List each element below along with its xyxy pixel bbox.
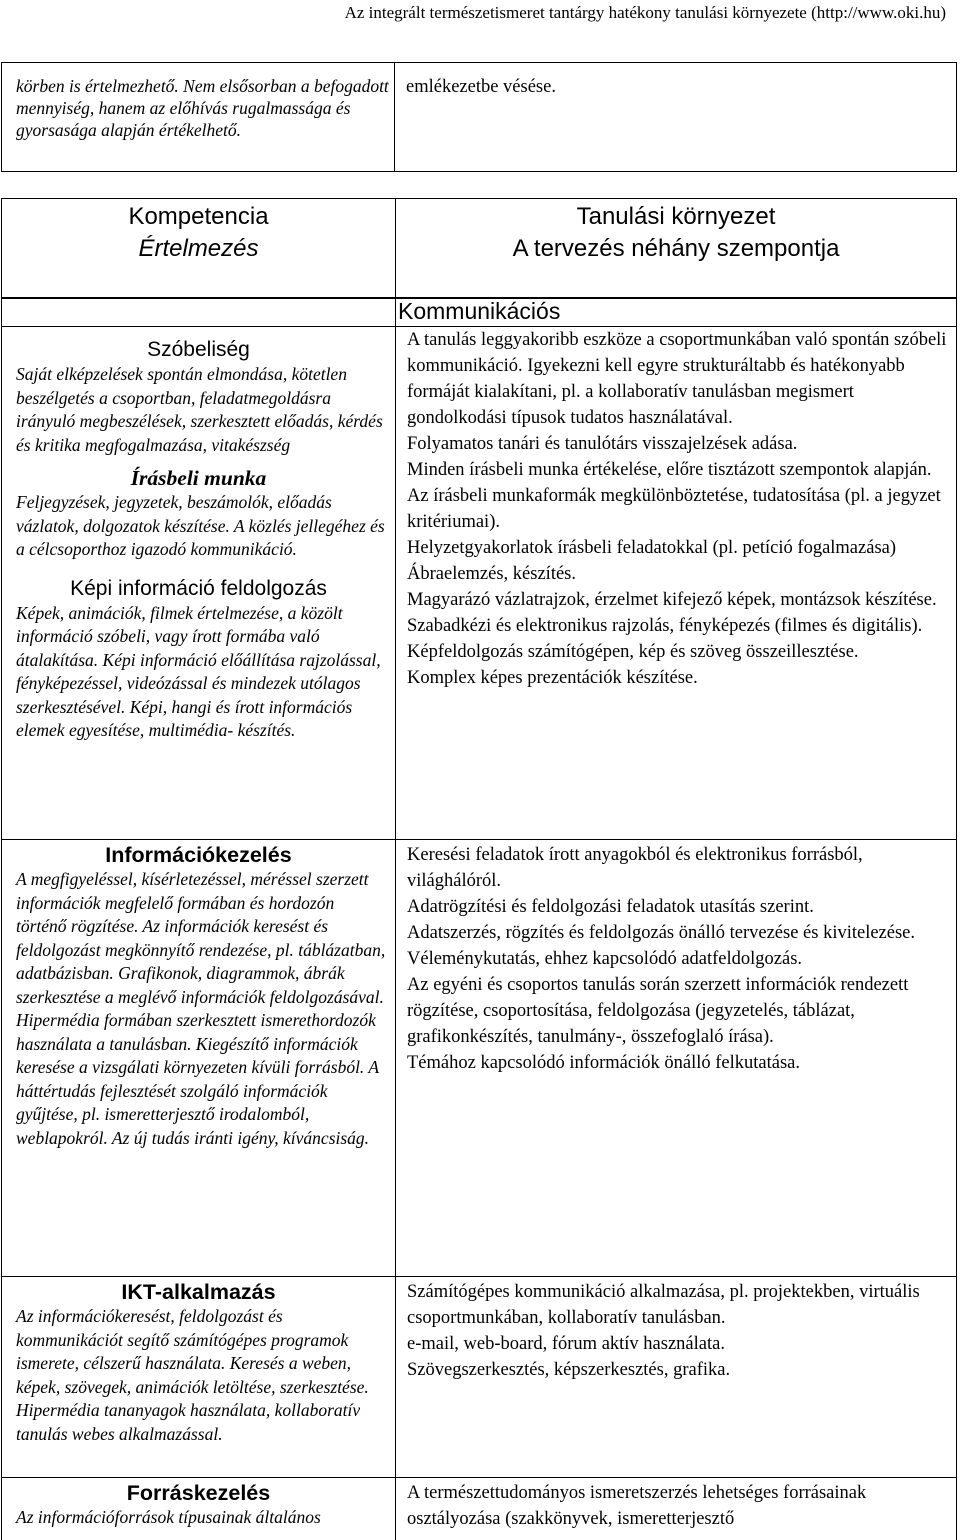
right-item: Témához kapcsolódó információk önálló felkutatása. [396,1050,956,1076]
right-item: Véleménykutatás, ehhez kapcsolódó adatfeldolgozás. [396,946,956,972]
right-item: A természettudományos ismeretszerzés lehetséges forrásainak osztályozása (szakkönyvek, ismeretterjesztő [396,1480,956,1532]
section-desc-visual: Képek, animációk, filmek értelmezése, a közölt információ szóbeli, vagy írott formába való átalakítása. Képi információ előállítása rajzolással, fényképezéssel, videózással és mindezek utólagos szerkesztésével. Képi, hangi és írott információs elemek egyesítése, multimédia- készítés. [2,602,395,743]
column-subtitle-interpretation: Értelmezés [2,233,395,265]
competence-table [1,198,957,1540]
row-information-left [2,840,396,1277]
right-item: Ábraelemzés, készítés. [396,561,956,587]
row-sources-right [396,1478,957,1540]
section-desc-information: A megfigyeléssel, kísérletezéssel, méréssel szerzett információk megfelelő formában és hordozón történő rögzítése. Az információk keresést és feldolgozást megkönnyítő rendezése, pl. táblázatban, adatbázisban. Grafikonok, diagrammok, ábrák szerkesztése a meglévő információk feldolgozásával. Hipermédia formában szerkesztett ismerethordozók használata a tanulásban. Kiegészítő információk keresése a vizsgálati környezeten kívüli forrásból. A háttértudás fejlesztését szolgáló információk gyűjtése, pl. ismeretterjesztő irodalomból, weblapokról. Az új tudás iránti igény, kíváncsiság. [2,868,395,1150]
section-title-visual: Képi információ feldolgozás [2,576,395,602]
right-item: Komplex képes prezentációk készítése. [396,665,956,691]
right-item: Számítógépes kommunikáció alkalmazása, pl. projektekben, virtuális csoportmunkában, kollaboratív tanulásban. [396,1279,956,1331]
right-item: Adatszerzés, rögzítés és feldolgozás önálló tervezése és kivitelezése. [396,920,956,946]
row-sources-left [2,1478,396,1540]
column-title-learning-environment: Tanulási környezet [396,201,956,233]
right-item: Keresési feladatok írott anyagokból és elektronikus forrásból, világhálóról. [396,842,956,894]
section-title-writing: Írásbeli munka [2,465,395,491]
right-item: A tanulás leggyakoribb eszköze a csoportmunkában való spontán szóbeli kommunikáció. Igyekezni kell egyre strukturáltabb és hatékonyabb formáját kialakítani, pl. a kollaboratív tanulásban megismert gondolkodási típusok tudatos használatával. [396,327,956,431]
column-subtitle-planning: A tervezés néhány szempontja [396,233,956,265]
right-item: Minden írásbeli munka értékelése, előre tisztázott szempontok alapján. [396,457,956,483]
top-left-cell: körben is értelmezhető. Nem elsősorban a befogadott mennyiség, hanem az előhívás rugalmassága és gyorsasága alapján értékelhető. [2,63,395,172]
top-continuation-table [1,62,957,172]
right-item: e-mail, web-board, fórum aktív használata. [396,1331,956,1357]
row-communication-right [396,299,957,840]
section-desc-ict: Az információkeresést, feldolgozást és kommunikációt segítő számítógépes programok ismerete, célszerű használata. Keresés a weben, képek, szövegek, animációk letöltése, szerkesztése. Hipermédia tananyagok használata, kollaboratív tanulás webes alkalmazással. [2,1305,395,1446]
header-left-cell [2,199,396,298]
section-title-speech: Szóbeliség [2,337,395,363]
right-item: Helyzetgyakorlatok írásbeli feladatokkal (pl. petíció fogalmazása) [396,535,956,561]
row-information-right [396,840,957,1277]
right-item: Szövegszerkesztés, képszerkesztés, grafika. [396,1357,956,1383]
category-label: Kommunikációs [396,296,956,326]
right-item: Magyarázó vázlatrajzok, érzelmet kifejező képek, montázsok készítése. [396,587,956,613]
column-title-competence: Kompetencia [2,201,395,233]
row-ict-right [396,1277,957,1478]
right-item: Az egyéni és csoportos tanulás során szerzett információk rendezett rögzítése, csoportosítása, feldolgozása (jegyzetelés, táblázat, grafikonkészítés, tanulmány-, összefoglaló írása). [396,972,956,1050]
section-desc-sources: Az információforrások típusainak általános [2,1506,395,1530]
top-right-cell: emlékezetbe vésése. [395,63,957,172]
right-item: Folyamatos tanári és tanulótárs visszajelzések adása. [396,431,956,457]
row-communication-left [2,299,396,840]
right-item: Képfeldolgozás számítógépen, kép és szöveg összeillesztése. [396,639,956,665]
page-header: Az integrált természetismeret tantárgy hatékony tanulási környezete (http://www.oki.hu) [345,3,946,23]
section-title-information: Információkezelés [2,842,395,868]
section-title-sources: Forráskezelés [2,1480,395,1506]
section-title-ict: IKT-alkalmazás [2,1279,395,1305]
right-item: Adatrögzítési és feldolgozási feladatok utasítás szerint. [396,894,956,920]
header-right-cell [396,199,957,298]
row-ict-left [2,1277,396,1478]
section-desc-writing: Feljegyzések, jegyzetek, beszámolók, előadás vázlatok, dolgozatok készítése. A közlés jellegéhez és a célcsoporthoz igazodó kommunikáció. [2,491,395,562]
right-item: Az írásbeli munkaformák megkülönböztetése, tudatosítása (pl. a jegyzet kritériumai). [396,483,956,535]
section-desc-speech: Saját elképzelések spontán elmondása, kötetlen beszélgetés a csoportban, feladatmegoldásra irányuló megbeszélések, szerkesztett előadás, kérdés és kritika megfogalmazása, vitakészség [2,363,395,457]
right-item: Szabadkézi és elektronikus rajzolás, fényképezés (filmes és digitális). [396,613,956,639]
